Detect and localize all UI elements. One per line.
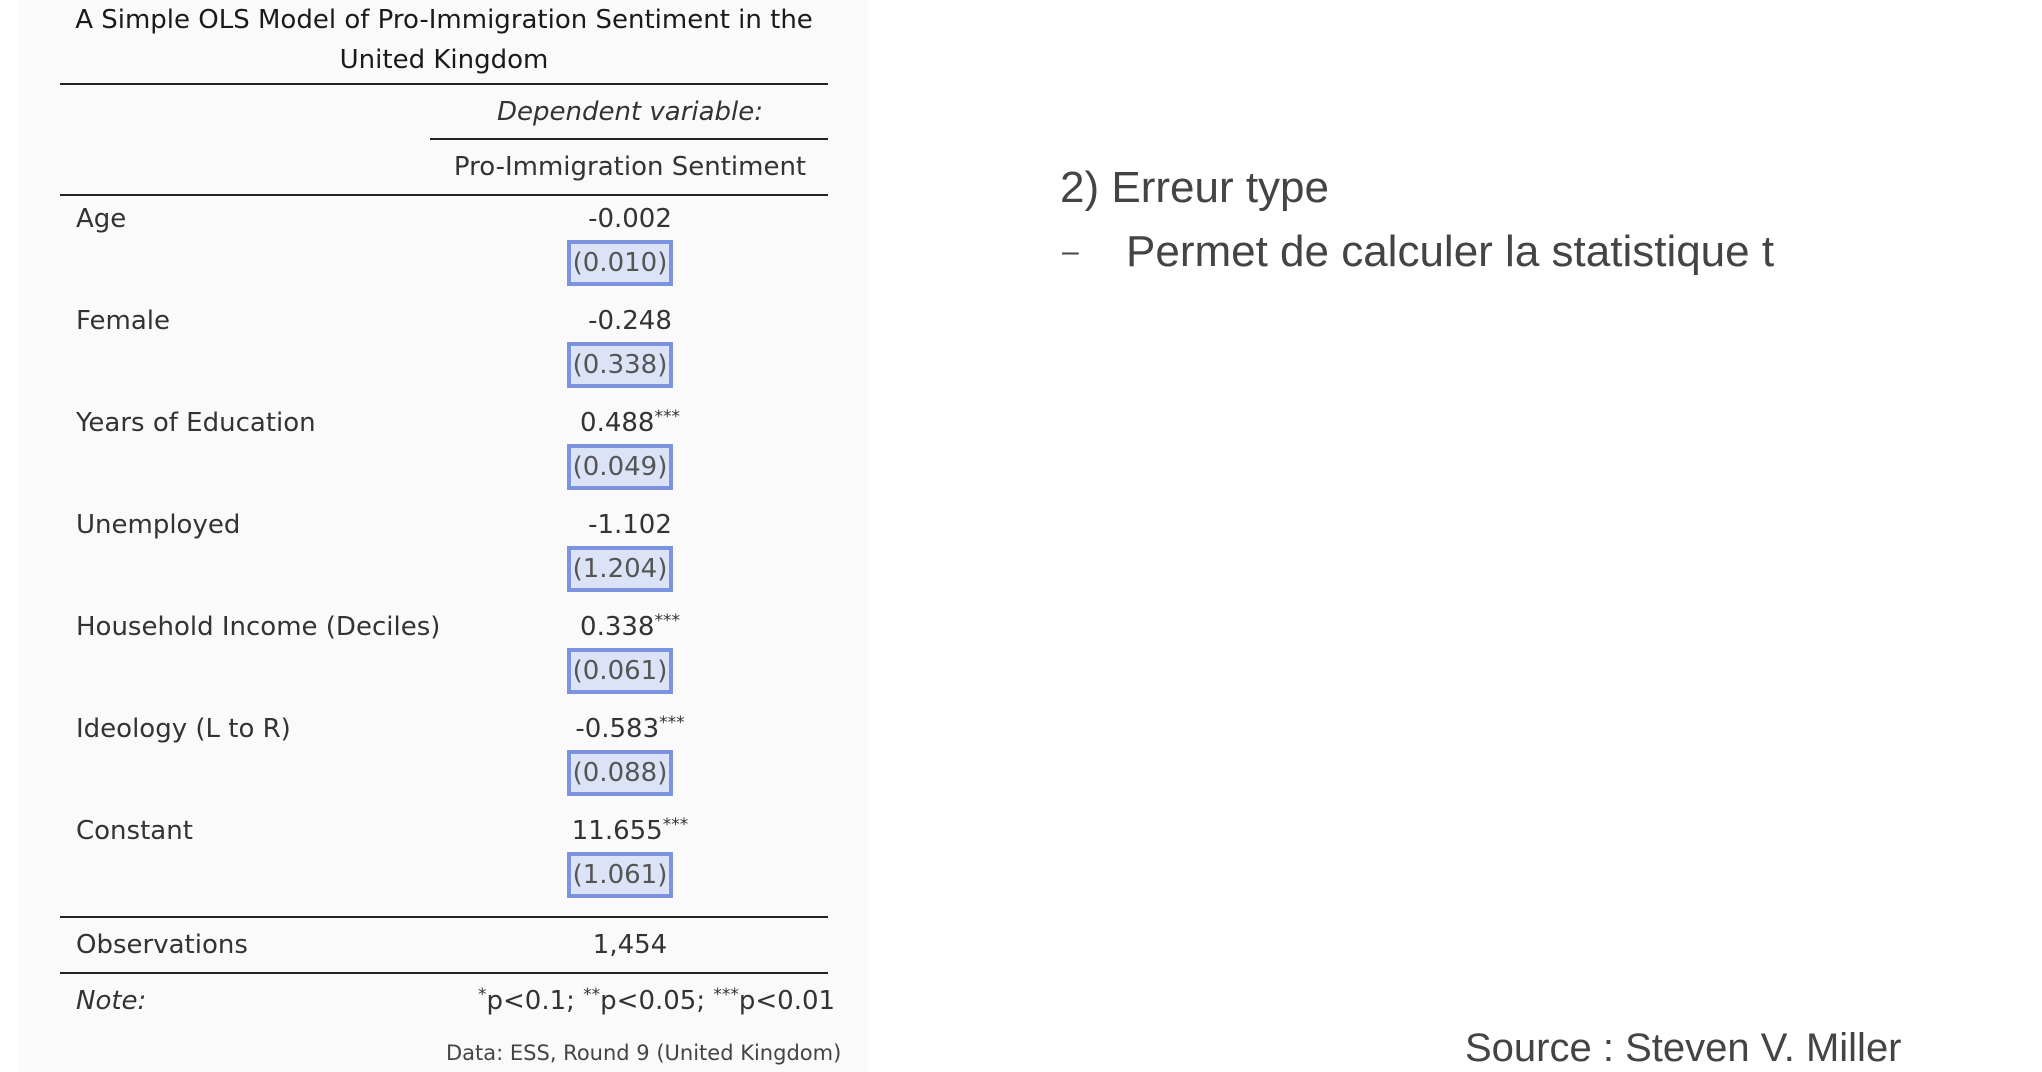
top-rule: [60, 83, 828, 85]
bullet-text: Permet de calculer la statistique t: [1126, 227, 1775, 276]
coefficient-cell: [430, 202, 830, 236]
row-label: Years of Education: [76, 408, 316, 438]
coefficient-value: -0.002: [588, 204, 672, 234]
row-label: Household Income (Deciles): [76, 612, 441, 642]
standard-error: (0.088): [572, 758, 668, 788]
row-label: Age: [76, 204, 127, 234]
row-label: Female: [76, 306, 171, 336]
coefficient-cell: [430, 406, 830, 440]
note-label: Note:: [76, 986, 147, 1016]
bottom-rule: [60, 972, 828, 974]
coefficient-cell: [430, 304, 830, 338]
data-source-note: Data: ESS, Round 9 (United Kingdom): [446, 1041, 842, 1065]
row-label: Unemployed: [76, 510, 241, 540]
observations-value: 1,454: [592, 930, 668, 960]
significance-stars: ***: [662, 815, 689, 835]
significance-stars: ***: [654, 611, 680, 631]
standard-error: (0.338): [572, 350, 668, 380]
coefficient-value: -0.583: [575, 714, 660, 744]
coefficient-cell: [430, 508, 830, 542]
standard-error: (0.049): [572, 452, 668, 482]
header-rule: [60, 194, 828, 196]
coefficient-value: 11.655: [571, 816, 663, 846]
significance-stars: ***: [654, 407, 680, 427]
observations-rule: [60, 916, 828, 918]
standard-error: (1.061): [572, 860, 668, 890]
standard-error: (1.204): [572, 554, 668, 584]
coefficient-cell: [430, 814, 830, 848]
dependent-variable-label: Dependent variable:: [496, 97, 764, 127]
coefficient-value: -1.102: [588, 510, 672, 540]
standard-error: (0.061): [572, 656, 668, 686]
row-label: Constant: [76, 816, 193, 846]
coefficient-cell: [430, 610, 830, 644]
standard-error: (0.010): [572, 248, 668, 278]
significance-stars: ***: [659, 713, 685, 733]
coefficient-cell: [430, 712, 830, 746]
source-credit: Source : Steven V. Miller: [1465, 1026, 1902, 1070]
dep-var-rule: [430, 138, 828, 140]
coefficient-value: 0.338: [580, 612, 655, 642]
significance-note: *p<0.1; **p<0.05; ***p<0.01: [478, 985, 836, 1016]
coefficient-value: -0.248: [588, 306, 672, 336]
slide-heading: 2) Erreur type: [1060, 163, 1329, 212]
bullet-marker: –: [1062, 235, 1079, 268]
observations-label: Observations: [76, 930, 248, 960]
row-label: Ideology (L to R): [76, 714, 291, 744]
table-title: A Simple OLS Model of Pro-Immigration Sentiment in the United Kingdom: [75, 5, 813, 75]
dependent-variable-name: Pro-Immigration Sentiment: [453, 152, 807, 182]
coefficient-value: 0.488: [580, 408, 655, 438]
